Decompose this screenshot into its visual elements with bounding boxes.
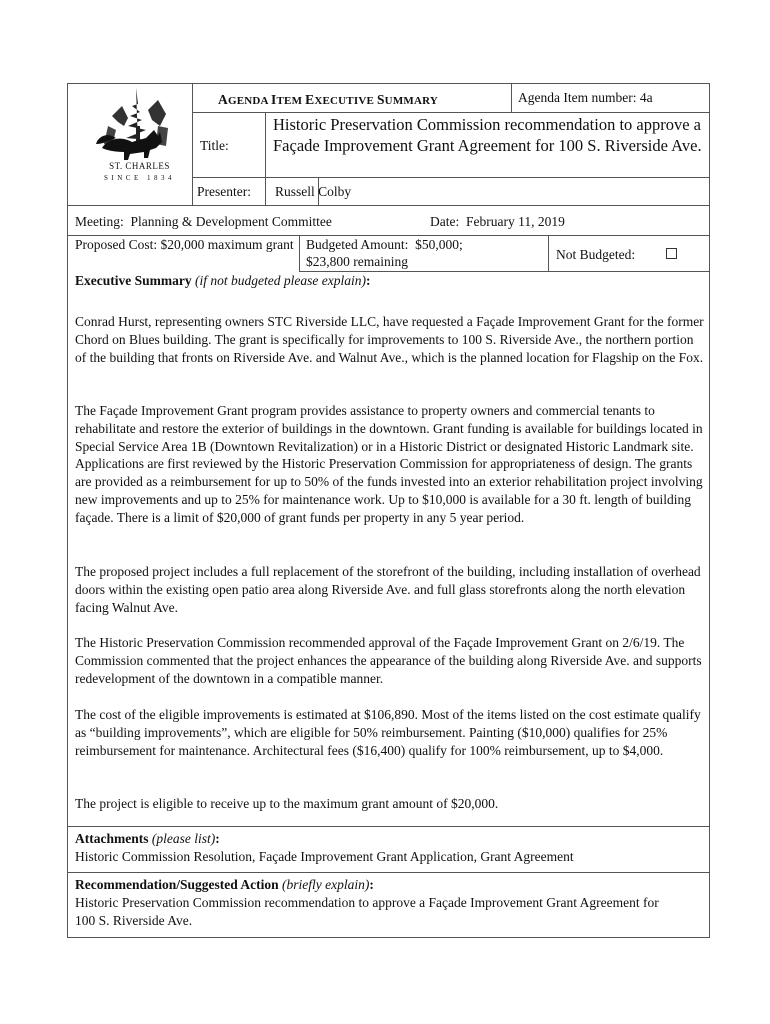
presenter-label: Presenter:	[197, 184, 251, 199]
proposed-cost: Proposed Cost: $20,000 maximum grant	[75, 237, 294, 252]
meeting-date: Date: February 11, 2019	[430, 214, 565, 229]
logo-since: SINCE 1834	[104, 174, 175, 182]
summary-paragraph-3: The proposed project includes a full replacement of the storefront of the building, including installation of overhead doors within the existing open patio area along Riverside Ave. and full glass storefronts along the north elevation facing Walnut Ave.	[75, 564, 701, 615]
header-divider-logo	[192, 83, 193, 205]
recommendation-text: Historic Preservation Commission recommendation to approve a Façade Improvement Grant Agreement for 100 S. Riverside Ave.	[75, 895, 659, 928]
header-line-3	[67, 205, 710, 206]
attachments-text: Historic Commission Resolution, Façade Improvement Grant Application, Grant Agreement	[75, 849, 574, 864]
cost-divider-1	[299, 235, 300, 271]
agenda-item-number: Agenda Item number: 4a	[518, 90, 653, 105]
logo-caption	[92, 160, 187, 184]
title-label: Title:	[200, 138, 229, 153]
budgeted-amount-line2: $23,800 remaining	[306, 254, 408, 269]
header-line-1	[192, 112, 710, 113]
cost-divider-2	[548, 235, 549, 271]
budgeted-amount-line1: Budgeted Amount: $50,000;	[306, 237, 463, 252]
attachments-line	[67, 826, 710, 827]
meeting-text: Meeting: Planning & Development Committee	[75, 214, 332, 229]
presenter-value: Russell Colby	[275, 184, 352, 199]
title-value: Historic Preservation Commission recommendation to approve a Façade Improvement Grant Agreement for 100 S. Riverside Ave.	[273, 115, 702, 155]
recommendation-line	[67, 872, 710, 873]
header-divider-agenda	[511, 83, 512, 112]
header-line-2	[192, 177, 710, 178]
not-budgeted-checkbox[interactable]	[666, 248, 677, 259]
summary-paragraph-6: The project is eligible to receive up to the maximum grant amount of $20,000.	[75, 796, 499, 811]
recommendation-heading: Recommendation/Suggested Action (briefly explain):	[75, 877, 374, 892]
header-divider-title	[265, 112, 266, 205]
logo-name: ST. CHARLES	[109, 161, 170, 171]
summary-paragraph-1: Conrad Hurst, representing owners STC Riverside LLC, have requested a Façade Improvement Grant for the former Chord on Blues building. The grant is specifically for improvements to 100 S. Riverside Ave., the northern portion of the building that fronts on Riverside Ave. and Walnut Ave., which is the planned location for Flagship on the Fox.	[75, 314, 704, 365]
summary-paragraph-4: The Historic Preservation Commission recommended approval of the Façade Improvement Grant on 2/6/19. The Commission commented that the project enhances the appearance of the building along Riverside Ave. and supports redevelopment of the downtown in a compatible manner.	[75, 635, 702, 686]
attachments-heading: Attachments (please list):	[75, 831, 220, 846]
executive-summary-heading: Executive Summary (if not budgeted please explain):	[75, 273, 371, 288]
summary-paragraph-5: The cost of the eligible improvements is estimated at $106,890. Most of the items listed on the cost estimate qualify as “building improvements”, which are eligible for 50% reimbursement. Painting ($10,000) qualifies for 25% reimbursement for maintenance. Architectural fees ($16,400) qualify for 100% reimbursement, up to $4,000.	[75, 707, 701, 758]
agenda-executive-summary-heading: AGENDA ITEM EXECUTIVE SUMMARY	[218, 92, 439, 107]
summary-paragraph-2: The Façade Improvement Grant program provides assistance to property owners and commercial tenants to rehabilitate and restore the exterior of buildings in the downtown. Grant funding is available for buildings located in Special Service Area 1B (Downtown Revitalization) or in a Historic District or designated Historic Landmark site. Applications are first reviewed by the Historic Preservation Commission for appropriateness of design. The grants are provided as a reimbursement for up to 50% of the funds invested into an exterior rehabilitation project involving new improvements and up to 25% for maintenance work. Up to $10,000 is available for a 30 ft. length of building façade. There is a limit of $20,000 of grant funds per property in any 5 year period.	[75, 403, 703, 525]
not-budgeted-label: Not Budgeted:	[556, 247, 636, 262]
